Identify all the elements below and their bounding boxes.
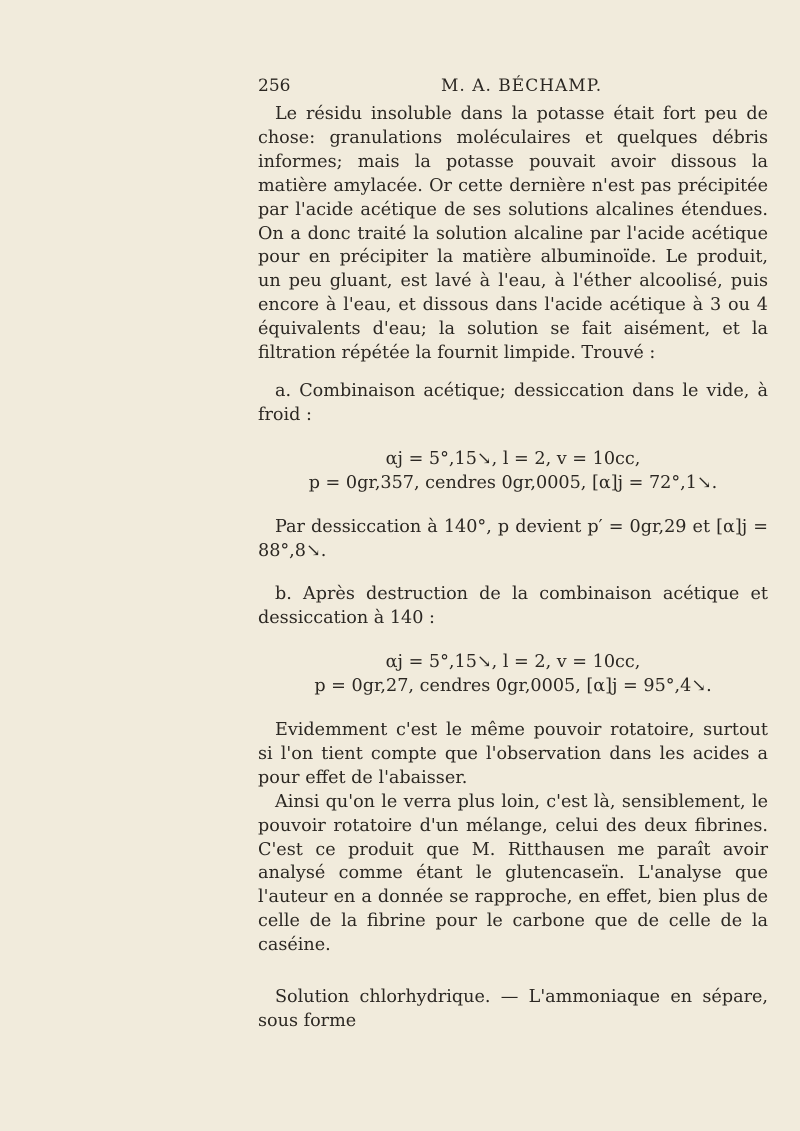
heading-b-destruction: b. Après destruction de la combinaison acétique et dessiccation à 140 : (258, 584, 768, 629)
page-header (258, 76, 768, 100)
paragraph-solution-chlorhydrique: Solution chlorhydrique. — L'ammoniaque en sépare, sous forme (258, 987, 768, 1031)
running-head: M. A. BÉCHAMP. (441, 76, 603, 96)
page-number: 256 (258, 76, 291, 96)
formula-b-line1: αj = 5°,15↘, l = 2, v = 10cc, (385, 652, 641, 673)
formula-a-line1: αj = 5°,15↘, l = 2, v = 10cc, (385, 448, 641, 469)
paragraph-ainsi: Ainsi qu'on le verra plus loin, c'est là, sensiblement, le pouvoir rotatoire d'un mélange, celui des deux fibrines. C'est ce produit que M. Ritthausen me paraît avoir analysé comme étant le glutencaseïn. L'analyse que l'auteur en a donnée se rapproche, en effet, bien plus de celle de la fibrine pour le carbone que de celle de la caséine. (258, 791, 768, 956)
formula-b-line2: p = 0gr,27, cendres 0gr,0005, [α]j = 95°,4↘. (314, 676, 712, 697)
paragraph-residue: Le résidu insoluble dans la potasse était fort peu de chose: granulations moléculaires et quelques débris informes; mais la potasse pouvait avoir dissous la matière amylacée. Or cette dernière n'est pas précipitée par l'acide acétique de ses solutions alcalines étendues. On a donc traité la solution alcaline par l'acide acétique pour en précipiter la matière albuminoïde. Le produit, un peu gluant, est lavé à l'eau, à l'éther alcoolisé, puis encore à l'eau, et dissous dans l'acide acétique à 3 ou 4 équivalents d'eau; la solution se fait aisément, et la filtration répétée la fournit limpide. Trouvé : (258, 104, 768, 364)
paragraph-evidemment: Evidemment c'est le même pouvoir rotatoire, surtout si l'on tient compte que l'observation dans les acides a pour effet de l'abaisser. (258, 720, 768, 788)
formula-a-line2: p = 0gr,357, cendres 0gr,0005, [α]j = 72°,1↘. (308, 472, 718, 493)
heading-a-acetic: a. Combinaison acétique; dessiccation dans le vide, à froid : (258, 380, 768, 425)
formula-a-line3: Par dessiccation à 140°, p devient p′ = 0gr,29 et [α]j = 88°,8↘. (258, 516, 768, 561)
body-text (258, 103, 768, 1034)
